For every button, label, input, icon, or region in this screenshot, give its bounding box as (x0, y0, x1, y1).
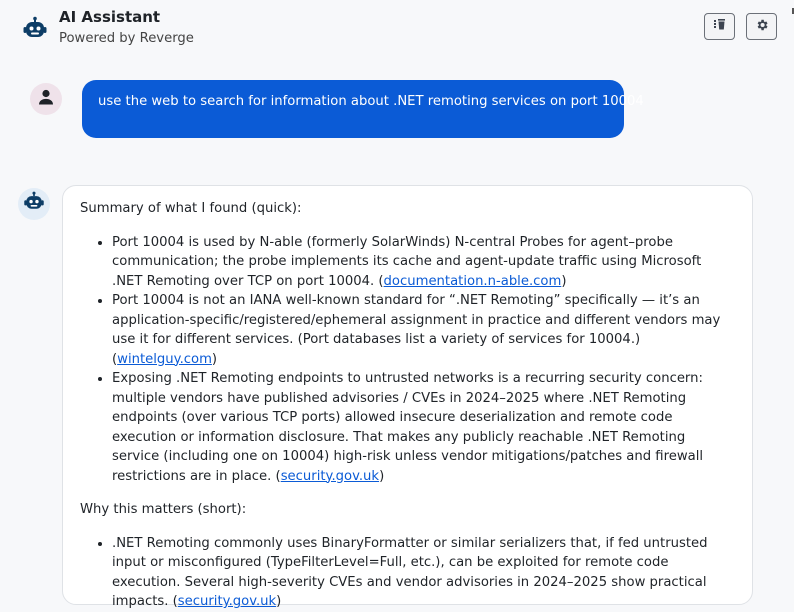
robot-icon (23, 191, 45, 217)
clear-chat-icon (713, 17, 727, 36)
finding-item: • Port 10004 is used by N-able (formerly SolarWinds) N-central Probes for agent–probe communication; the probe implements its cache and agent-update traffic using Microsoft .NET Remoting over TCP on port 10004. (documentation.n-able.com) (112, 233, 732, 292)
why-list (80, 534, 732, 612)
assistant-message (62, 185, 753, 609)
assistant-avatar (18, 188, 50, 220)
findings-list (80, 233, 732, 487)
settings-button[interactable] (746, 13, 777, 40)
app-subtitle: Powered by Reverge (59, 31, 194, 46)
user-message-text: use the web to search for information about .NET remoting services on port 10004 (98, 94, 644, 109)
app-header (0, 0, 794, 60)
person-icon (37, 88, 55, 110)
finding-item: • Exposing .NET Remoting endpoints to untrusted networks is a recurring security concern: multiple vendors have published advisories / CVEs in 2024–2025 where .NET Remoting endpoints (over various TCP ports) allowed insecure deserialization and remote code execution or information disclosure. That makes any publicly reachable .NET Remoting service (including one on 10004) high-risk unless vendor mitigations/patches and firewall restrictions are in place. (security.gov.uk) (112, 369, 732, 486)
why-heading: Why this matters (short): (80, 502, 247, 517)
user-message (82, 80, 644, 138)
why-item: • .NET Remoting commonly uses BinaryFormatter or similar serializers that, if fed untrusted input or misconfigured (TypeFilterLevel=Full, etc.), can be exploited for remote code execution. Several high-severity CVEs and vendor advisories in 2024–2025 show practical impacts. (security.gov.uk) (112, 534, 732, 612)
gear-icon (755, 17, 769, 36)
user-avatar (30, 83, 62, 115)
source-link[interactable]: wintelguy.com (117, 351, 212, 367)
source-link[interactable]: security.gov.uk (280, 468, 380, 484)
summary-heading: Summary of what I found (quick): (80, 201, 302, 216)
app-title: AI Assistant (59, 8, 161, 26)
clear-chat-button[interactable] (704, 13, 735, 40)
source-link[interactable]: documentation.n-able.com (383, 273, 562, 289)
finding-item: • Port 10004 is not an IANA well-known standard for “.NET Remoting” specifically — it’s an application-specific/registered/ephemeral assignment in practice and different vendors may use it for different services. (Port databases list a variety of services for 10004.) (wintelguy.com) (112, 291, 732, 369)
robot-icon (22, 16, 48, 42)
source-link[interactable]: security.gov.uk (177, 594, 277, 609)
